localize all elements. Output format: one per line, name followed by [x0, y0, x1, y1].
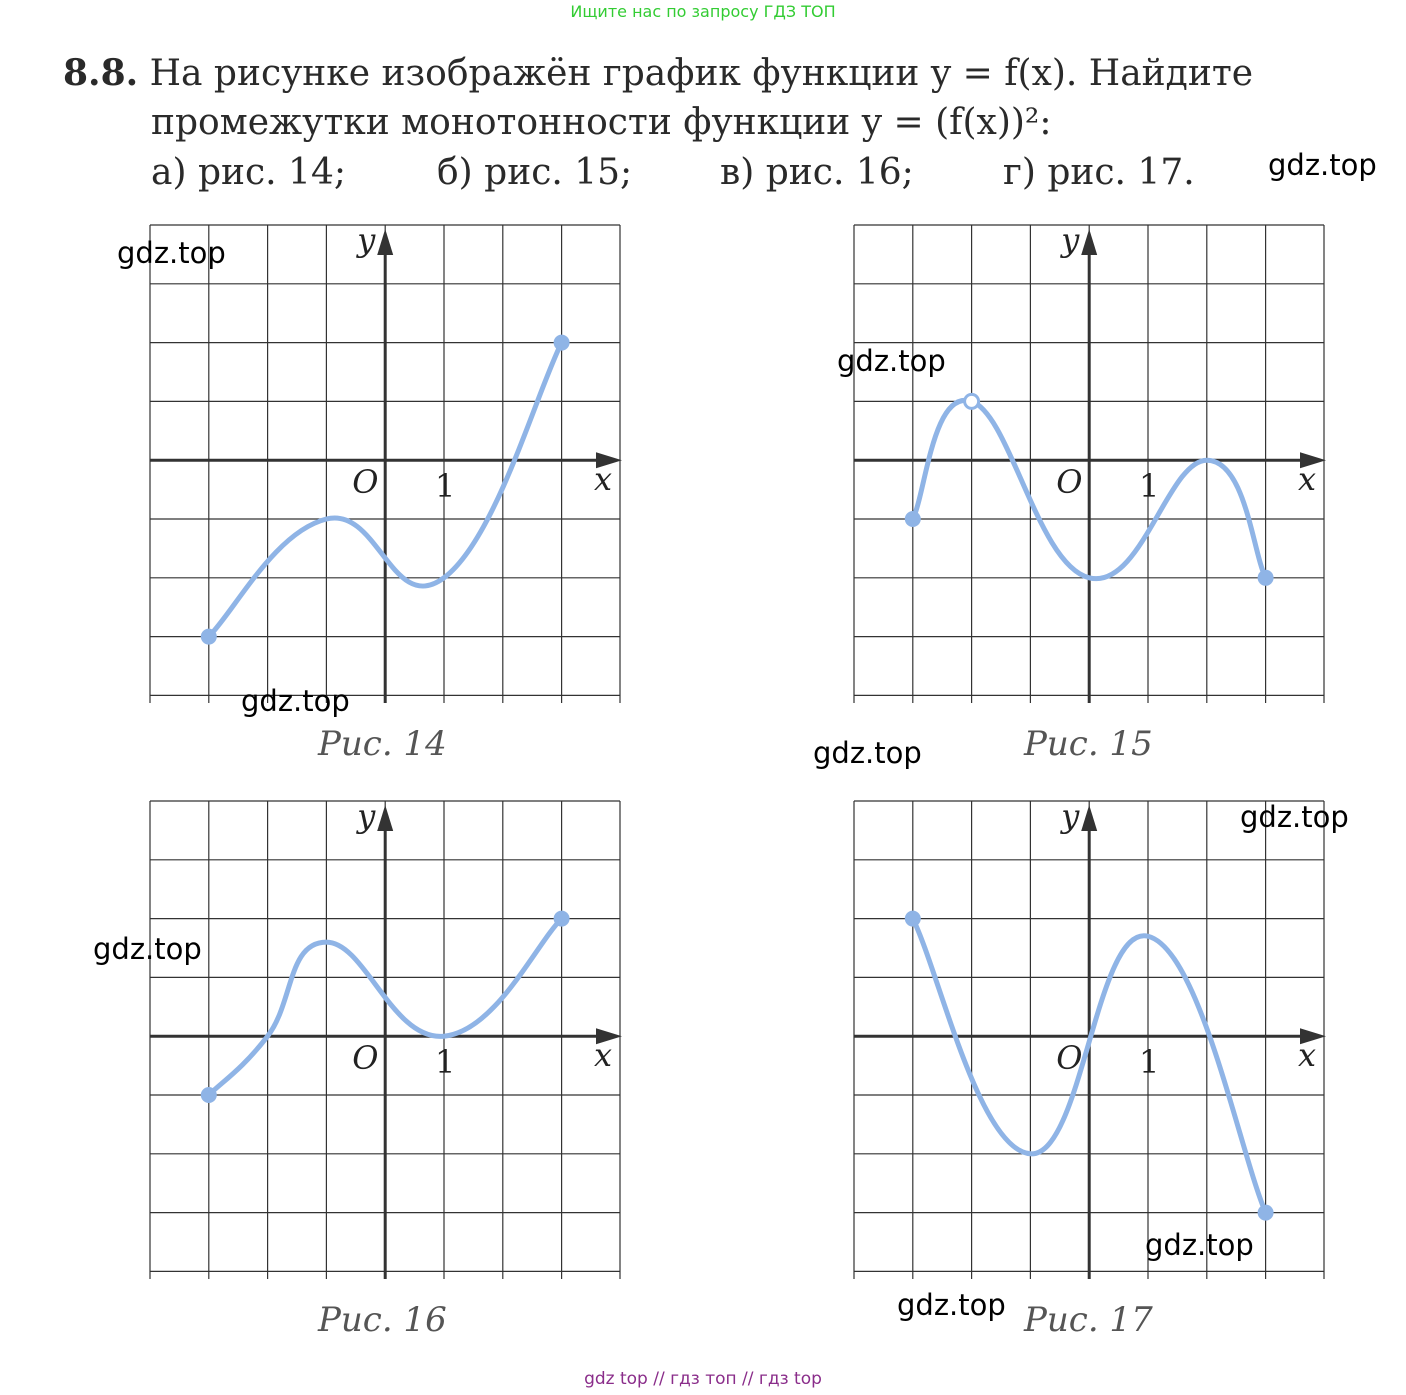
y-axis-label: y [357, 221, 376, 259]
closed-endpoint [905, 911, 921, 927]
x-axis-label: x [1298, 1036, 1317, 1075]
problem-item-a: а) рис. 14; [151, 152, 346, 193]
footer-links: gdz top // гдз топ // гдз top [584, 1369, 822, 1389]
watermark: gdz.top [241, 684, 350, 718]
watermark: gdz.top [897, 1288, 1006, 1322]
y-axis-label: y [1061, 221, 1080, 259]
origin-label: O [352, 1039, 379, 1078]
y-axis-arrow [377, 229, 393, 255]
graph-figure-17 [854, 797, 1324, 1279]
x-axis-label: x [594, 1036, 613, 1075]
watermark: gdz.top [1240, 800, 1349, 834]
origin-label: O [1056, 463, 1083, 502]
closed-endpoint [1258, 570, 1274, 586]
caption-figure-16: Рис. 16 [318, 1300, 447, 1340]
unit-label: 1 [435, 1043, 456, 1082]
y-axis-arrow [1081, 229, 1097, 255]
problem-item-d: г) рис. 17. [1003, 152, 1195, 193]
unit-label: 1 [435, 467, 456, 506]
x-axis-label: x [594, 460, 613, 499]
origin-label: O [352, 463, 379, 502]
watermark: gdz.top [813, 736, 922, 770]
open-endpoint [965, 394, 979, 408]
closed-endpoint [201, 1087, 217, 1103]
closed-endpoint [905, 511, 921, 527]
problem-text-line2: промежутки монотонности функции y = (f(x))²: [151, 102, 1052, 143]
problem-text-line1: На рисунке изображён график функции y = f(x). Найдите [149, 53, 1254, 94]
closed-endpoint [201, 629, 217, 645]
unit-label: 1 [1139, 1043, 1160, 1082]
caption-figure-14: Рис. 14 [318, 724, 447, 764]
graph-figure-14 [150, 221, 620, 703]
top-banner: Ищите нас по запросу ГДЗ ТОП [570, 2, 836, 21]
caption-figure-15: Рис. 15 [1024, 724, 1153, 764]
watermark: gdz.top [1145, 1228, 1254, 1262]
caption-figure-17: Рис. 17 [1024, 1300, 1153, 1340]
watermark: gdz.top [117, 236, 226, 270]
y-axis-arrow [1081, 805, 1097, 831]
watermark: gdz.top [1268, 148, 1377, 182]
watermark: gdz.top [93, 932, 202, 966]
watermark: gdz.top [837, 344, 946, 378]
y-axis-label: y [357, 797, 376, 835]
problem-statement-line1 [63, 52, 1253, 94]
origin-label: O [1056, 1039, 1083, 1078]
x-axis-label: x [1298, 460, 1317, 499]
y-axis-label: y [1061, 797, 1080, 835]
problem-item-b: б) рис. 15; [437, 152, 633, 193]
problem-number: 8.8. [63, 52, 139, 94]
graph-figure-16 [150, 797, 620, 1279]
y-axis-arrow [377, 805, 393, 831]
graph-figure-15 [854, 221, 1324, 703]
closed-endpoint [554, 335, 570, 351]
closed-endpoint [1258, 1205, 1274, 1221]
closed-endpoint [554, 911, 570, 927]
unit-label: 1 [1139, 467, 1160, 506]
problem-item-c: в) рис. 16; [720, 152, 914, 193]
